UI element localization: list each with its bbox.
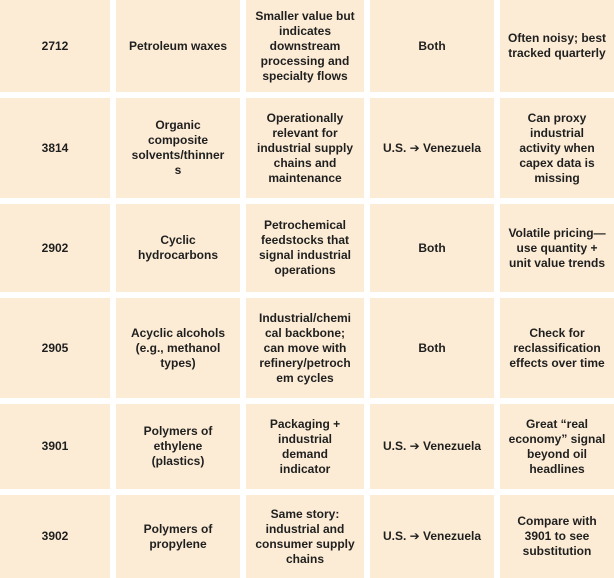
table-cell-direction: U.S. ➔ Venezuela [370, 404, 494, 489]
table-cell-signal: Same story: industrial and consumer supply chains [246, 495, 364, 578]
table-cell-product: Organic composite solvents/thinner s [116, 98, 240, 198]
table-cell-signal: Petrochemical feedstocks that signal industrial operations [246, 204, 364, 292]
table-cell-code: 2905 [0, 298, 110, 398]
table-cell-code: 3814 [0, 98, 110, 198]
table-cell-notes: Can proxy industrial activity when capex data is missing [500, 98, 614, 198]
table-cell-notes: Compare with 3901 to see substitution [500, 495, 614, 578]
table-cell-notes: Volatile pricing— use quantity + unit value trends [500, 204, 614, 292]
table-cell-signal: Operationally relevant for industrial supply chains and maintenance [246, 98, 364, 198]
table-cell-product: Polymers of ethylene (plastics) [116, 404, 240, 489]
table-cell-code: 3901 [0, 404, 110, 489]
table-cell-direction: Both [370, 0, 494, 92]
table-cell-notes: Often noisy; best tracked quarterly [500, 0, 614, 92]
table-cell-product: Acyclic alcohols (e.g., methanol types) [116, 298, 240, 398]
table-cell-product: Petroleum waxes [116, 0, 240, 92]
table-cell-signal: Industrial/chemi cal backbone; can move with refinery/petroch em cycles [246, 298, 364, 398]
table-cell-product: Polymers of propylene [116, 495, 240, 578]
table-cell-notes: Check for reclassification effects over time [500, 298, 614, 398]
table-cell-code: 2902 [0, 204, 110, 292]
table-cell-code: 2712 [0, 0, 110, 92]
table-cell-direction: U.S. ➔ Venezuela [370, 98, 494, 198]
table-cell-signal: Packaging + industrial demand indicator [246, 404, 364, 489]
table-cell-signal: Smaller value but indicates downstream processing and specialty flows [246, 0, 364, 92]
table-cell-direction: Both [370, 298, 494, 398]
table-cell-direction: Both [370, 204, 494, 292]
table-cell-product: Cyclic hydrocarbons [116, 204, 240, 292]
table-cell-notes: Great “real economy” signal beyond oil headlines [500, 404, 614, 489]
table-cell-direction: U.S. ➔ Venezuela [370, 495, 494, 578]
table-cell-code: 3902 [0, 495, 110, 578]
